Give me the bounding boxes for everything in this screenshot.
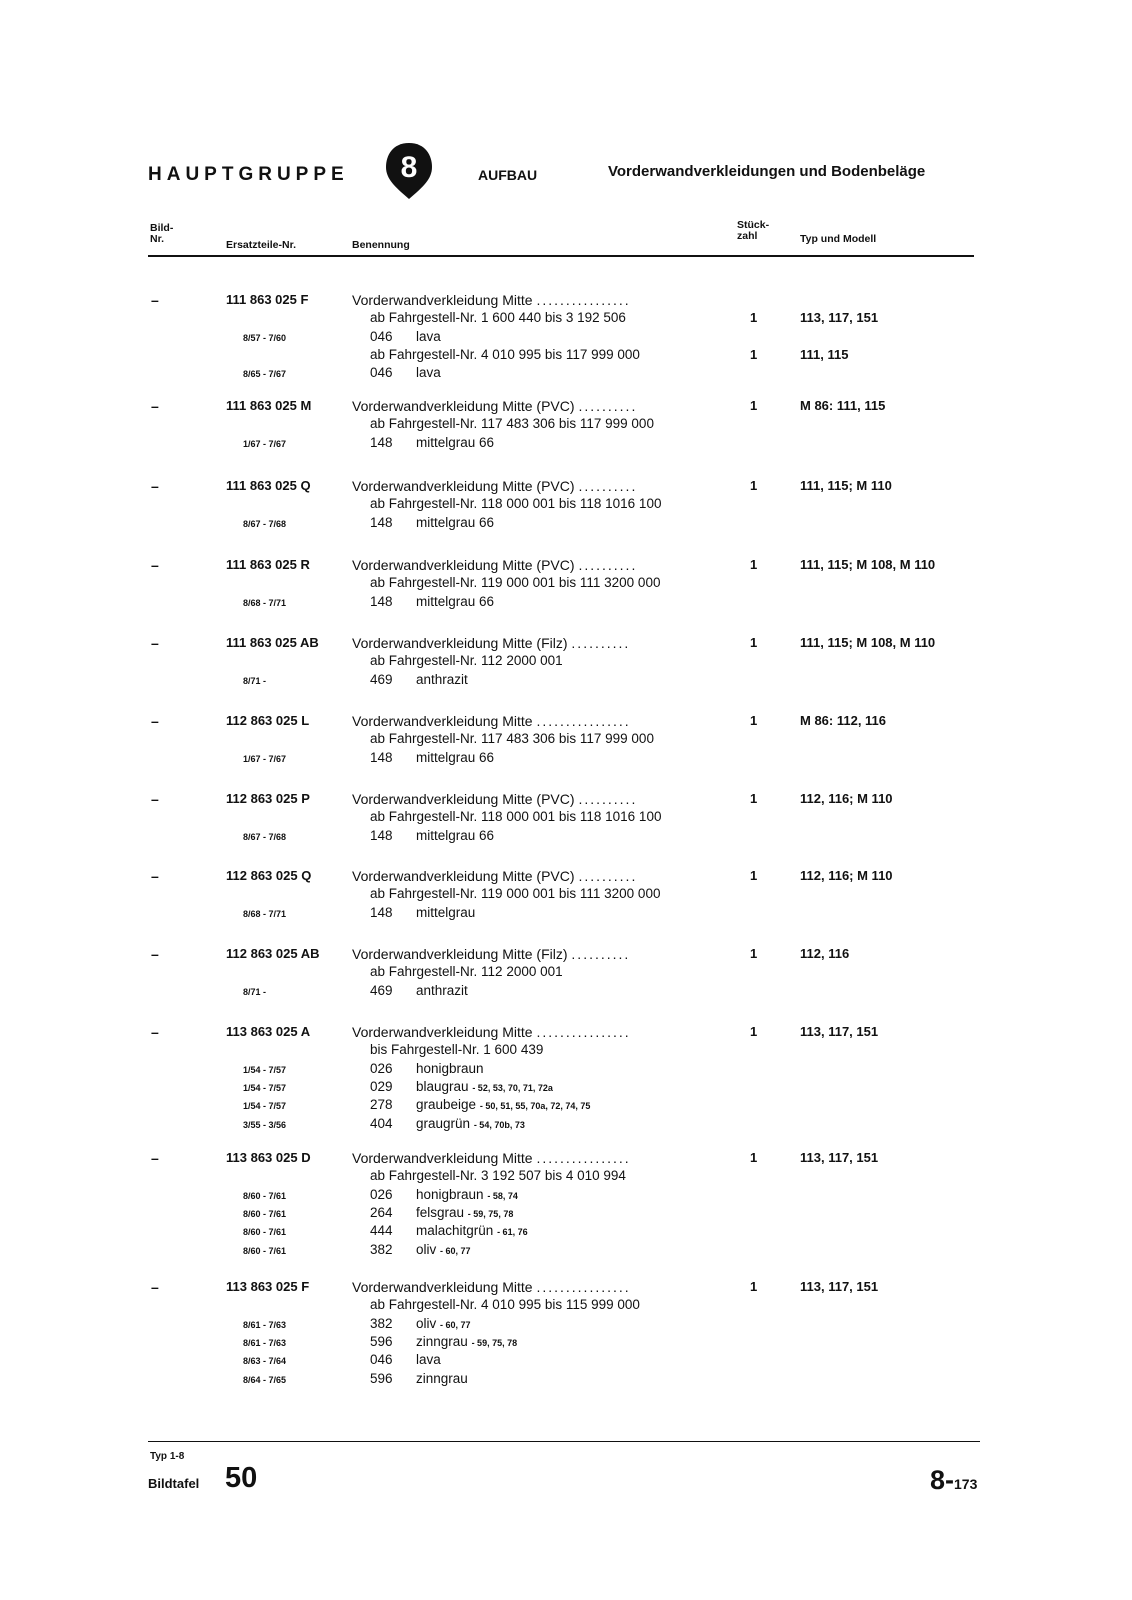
chassis-range: ab Fahrgestell-Nr. 1 600 440 bis 3 192 506: [370, 310, 626, 325]
part-title-text: Vorderwandverkleidung Mitte (PVC): [352, 868, 575, 884]
type-model: M 86: 111, 115: [800, 398, 886, 413]
leader-dots: ................: [536, 1150, 631, 1166]
part-title: [352, 1279, 728, 1295]
date-range: 8/65 - 7/67: [243, 369, 287, 379]
color-code: 596: [370, 1334, 393, 1349]
col-bild-nr: Bild- Nr.: [150, 222, 174, 245]
quantity: 1: [750, 713, 758, 728]
color-code: 148: [370, 905, 393, 920]
part-title: [352, 946, 728, 962]
chassis-range: ab Fahrgestell-Nr. 117 483 306 bis 117 999 000: [370, 416, 654, 431]
color-line: [370, 1061, 484, 1076]
date-range: 1/54 - 7/57: [243, 1101, 287, 1111]
chassis-range: ab Fahrgestell-Nr. 118 000 001 bis 118 1016 100: [370, 809, 662, 824]
part-number: 113 863 025 A: [226, 1024, 311, 1039]
bildtafel-number: 50: [225, 1462, 258, 1494]
bild-nr-dash: –: [151, 1150, 159, 1166]
color-name: mittelgrau 66: [416, 594, 495, 609]
color-line: [370, 515, 494, 530]
chassis-range: ab Fahrgestell-Nr. 3 192 507 bis 4 010 994: [370, 1168, 626, 1183]
model-note: - 58, 74: [487, 1191, 518, 1201]
type-model: 112, 116; M 110: [800, 791, 893, 806]
date-range: 1/54 - 7/57: [243, 1065, 287, 1075]
color-code: 026: [370, 1061, 393, 1076]
color-line: [370, 1116, 525, 1131]
part-title-text: Vorderwandverkleidung Mitte (PVC): [352, 478, 575, 494]
color-code: 444: [370, 1223, 393, 1238]
color-name: honigbraun: [416, 1061, 484, 1076]
color-name: mittelgrau 66: [416, 828, 495, 843]
color-line: [370, 1079, 553, 1094]
color-line: [370, 1205, 513, 1220]
date-range: 8/71 -: [243, 987, 267, 997]
chassis-range: ab Fahrgestell-Nr. 112 2000 001: [370, 653, 563, 668]
color-line: [370, 1242, 471, 1257]
date-range: 8/67 - 7/68: [243, 832, 287, 842]
leader-dots: ................: [536, 292, 631, 308]
model-note: - 59, 75, 78: [467, 1209, 514, 1219]
date-range: 8/64 - 7/65: [243, 1375, 287, 1385]
col-ersatzteile: Ersatzteile-Nr.: [226, 239, 297, 251]
part-title: [352, 635, 728, 651]
model-note: - 60, 77: [440, 1320, 471, 1330]
part-title: [352, 713, 728, 729]
color-line: [370, 594, 494, 609]
chassis-range: ab Fahrgestell-Nr. 119 000 001 bis 111 3200 000: [370, 575, 661, 590]
color-name: anthrazit: [416, 983, 468, 998]
type-model: 111, 115; M 108, M 110: [800, 635, 936, 650]
type-model: 113, 117, 151: [800, 1279, 879, 1294]
model-note: - 60, 77: [440, 1246, 471, 1256]
bild-nr-dash: –: [151, 713, 159, 729]
type-model: 111, 115; M 110: [800, 478, 892, 493]
model-note: - 54, 70b, 73: [473, 1120, 525, 1130]
color-line: [370, 828, 494, 843]
quantity: 1: [750, 557, 758, 572]
color-name: honigbraun: [416, 1187, 484, 1202]
leader-dots: ..........: [578, 868, 638, 884]
date-range: 8/60 - 7/61: [243, 1191, 287, 1201]
color-code: 404: [370, 1116, 393, 1131]
date-range: 1/54 - 7/57: [243, 1083, 287, 1093]
leader-dots: ..........: [578, 478, 638, 494]
model-note: - 59, 75, 78: [471, 1338, 518, 1348]
type-model: 112, 116: [800, 946, 850, 961]
date-range: 8/61 - 7/63: [243, 1320, 287, 1330]
color-line: [370, 329, 441, 344]
color-line: [370, 1187, 518, 1202]
color-line: [370, 1371, 468, 1386]
color-code: 382: [370, 1242, 393, 1257]
color-code: 596: [370, 1371, 393, 1386]
bild-nr-dash: –: [151, 635, 159, 651]
part-title: [352, 398, 728, 414]
color-code: 382: [370, 1316, 393, 1331]
part-number: 112 863 025 L: [226, 713, 310, 728]
part-number: 112 863 025 P: [226, 791, 310, 806]
color-code: 046: [370, 329, 393, 344]
color-name: oliv: [416, 1242, 437, 1257]
date-range: 8/60 - 7/61: [243, 1246, 287, 1256]
quantity: 1: [750, 635, 758, 650]
color-line: [370, 672, 468, 687]
type-model: 113, 117, 151: [800, 1024, 879, 1039]
color-code: 148: [370, 515, 393, 530]
quantity: 1: [750, 1150, 758, 1165]
typ-label: Typ 1-8: [150, 1451, 185, 1462]
part-title: [352, 868, 728, 884]
part-number: 111 863 025 M: [226, 398, 312, 413]
chassis-range: ab Fahrgestell-Nr. 4 010 995 bis 115 999 000: [370, 1297, 640, 1312]
leader-dots: ................: [536, 713, 631, 729]
color-code: 148: [370, 435, 393, 450]
color-name: anthrazit: [416, 672, 468, 687]
type-model: 113, 117, 151: [800, 1150, 879, 1165]
bildtafel-label: Bildtafel: [148, 1476, 200, 1491]
part-number: 113 863 025 D: [226, 1150, 311, 1165]
col-stueckzahl: Stück- zahl: [737, 219, 770, 242]
date-range: 8/68 - 7/71: [243, 598, 287, 608]
quantity: 1: [750, 310, 758, 325]
bild-nr-dash: –: [151, 292, 159, 308]
color-code: 469: [370, 672, 393, 687]
color-name: mittelgrau 66: [416, 515, 495, 530]
part-title-text: Vorderwandverkleidung Mitte: [352, 1024, 533, 1040]
color-code: 278: [370, 1097, 393, 1112]
leader-dots: ..........: [578, 557, 638, 573]
part-number: 111 863 025 F: [226, 292, 309, 307]
color-name: graubeige: [416, 1097, 477, 1112]
date-range: 1/67 - 7/67: [243, 439, 287, 449]
model-note: - 50, 51, 55, 70a, 72, 74, 75: [479, 1101, 591, 1111]
color-code: 264: [370, 1205, 393, 1220]
part-number: 113 863 025 F: [226, 1279, 310, 1294]
color-name: lava: [416, 329, 441, 344]
part-number: 111 863 025 Q: [226, 478, 311, 493]
col-typ-modell: Typ und Modell: [800, 233, 877, 245]
color-code: 148: [370, 594, 393, 609]
bild-nr-dash: –: [151, 1024, 159, 1040]
quantity: 1: [750, 868, 758, 883]
date-range: 8/68 - 7/71: [243, 909, 287, 919]
bild-nr-dash: –: [151, 868, 159, 884]
color-name: zinngrau: [416, 1371, 468, 1386]
page-number: 8-173: [930, 1465, 978, 1495]
color-name: lava: [416, 1352, 441, 1367]
part-title: [352, 791, 728, 807]
color-code: 029: [370, 1079, 393, 1094]
header-rule: [148, 255, 974, 257]
leader-dots: ................: [536, 1279, 631, 1295]
date-range: 8/71 -: [243, 676, 267, 686]
part-number: 112 863 025 Q: [226, 868, 312, 883]
part-title: [352, 478, 728, 494]
date-range: 8/60 - 7/61: [243, 1209, 287, 1219]
col-benennung: Benennung: [352, 239, 410, 251]
date-range: 1/67 - 7/67: [243, 754, 287, 764]
color-line: [370, 1316, 471, 1331]
bild-nr-dash: –: [151, 557, 159, 573]
section-label: AUFBAU: [478, 167, 538, 183]
color-line: [370, 365, 441, 380]
footer-rule: [148, 1441, 980, 1442]
quantity: 1: [750, 478, 758, 493]
quantity: 1: [750, 1279, 758, 1294]
bild-nr-dash: –: [151, 478, 159, 494]
model-note: - 61, 76: [497, 1227, 528, 1237]
part-title: [352, 1024, 728, 1040]
part-title-text: Vorderwandverkleidung Mitte: [352, 292, 533, 308]
part-title-text: Vorderwandverkleidung Mitte (PVC): [352, 398, 575, 414]
leader-dots: ................: [536, 1024, 631, 1040]
color-name: mittelgrau 66: [416, 750, 495, 765]
part-title-text: Vorderwandverkleidung Mitte: [352, 1150, 533, 1166]
bild-nr-dash: –: [151, 398, 159, 414]
date-range: 8/61 - 7/63: [243, 1338, 287, 1348]
part-number: 112 863 025 AB: [226, 946, 320, 961]
date-range: 8/57 - 7/60: [243, 333, 287, 343]
color-code: 026: [370, 1187, 393, 1202]
part-title-text: Vorderwandverkleidung Mitte: [352, 1279, 533, 1295]
color-line: [370, 1223, 528, 1238]
leader-dots: ..........: [578, 791, 638, 807]
part-title: [352, 292, 728, 308]
quantity: 1: [750, 946, 758, 961]
bild-nr-dash: –: [151, 1279, 159, 1295]
chassis-range: ab Fahrgestell-Nr. 4 010 995 bis 117 999 000: [370, 347, 640, 362]
date-range: 8/60 - 7/61: [243, 1227, 287, 1237]
type-model: M 86: 112, 116: [800, 713, 887, 728]
type-model: 112, 116; M 110: [800, 868, 893, 883]
color-name: oliv: [416, 1316, 437, 1331]
date-range: 8/67 - 7/68: [243, 519, 287, 529]
bild-nr-dash: –: [151, 791, 159, 807]
color-code: 148: [370, 750, 393, 765]
chassis-range: bis Fahrgestell-Nr. 1 600 439: [370, 1042, 544, 1057]
color-code: 148: [370, 828, 393, 843]
color-line: [370, 750, 494, 765]
color-name: mittelgrau: [416, 905, 476, 920]
badge-number: 8: [400, 151, 418, 184]
date-range: 3/55 - 3/56: [243, 1120, 287, 1130]
color-line: [370, 983, 468, 998]
part-title: [352, 557, 728, 573]
quantity: 1: [750, 791, 758, 806]
chassis-range: ab Fahrgestell-Nr. 112 2000 001: [370, 964, 563, 979]
chassis-range: ab Fahrgestell-Nr. 118 000 001 bis 118 1016 100: [370, 496, 662, 511]
part-title-text: Vorderwandverkleidung Mitte (Filz): [352, 946, 568, 962]
part-number: 111 863 025 AB: [226, 635, 319, 650]
part-title-text: Vorderwandverkleidung Mitte (PVC): [352, 557, 575, 573]
color-name: felsgrau: [416, 1205, 465, 1220]
color-line: [370, 905, 475, 920]
part-title-text: Vorderwandverkleidung Mitte (Filz): [352, 635, 568, 651]
color-name: lava: [416, 365, 441, 380]
group-8-badge-icon: [385, 141, 433, 201]
quantity: 1: [750, 1024, 758, 1039]
chassis-range: ab Fahrgestell-Nr. 117 483 306 bis 117 999 000: [370, 731, 654, 746]
quantity: 1: [750, 398, 758, 413]
color-code: 469: [370, 983, 393, 998]
chassis-range: ab Fahrgestell-Nr. 119 000 001 bis 111 3200 000: [370, 886, 661, 901]
page-title: Vorderwandverkleidungen und Bodenbeläge: [608, 163, 926, 180]
part-number: 111 863 025 R: [226, 557, 310, 572]
color-line: [370, 1334, 517, 1349]
color-line: [370, 1097, 590, 1112]
color-name: graugrün: [416, 1116, 471, 1131]
leader-dots: ..........: [571, 946, 631, 962]
leader-dots: ..........: [571, 635, 631, 651]
type-model: 113, 117, 151: [800, 310, 879, 325]
part-title-text: Vorderwandverkleidung Mitte: [352, 713, 533, 729]
hauptgruppe-label: HAUPTGRUPPE: [148, 164, 349, 185]
color-name: zinngrau: [416, 1334, 468, 1349]
color-name: malachitgrün: [416, 1223, 494, 1238]
part-title: [352, 1150, 728, 1166]
color-code: 046: [370, 365, 393, 380]
color-line: [370, 1352, 441, 1367]
type-model: 111, 115: [800, 347, 849, 362]
part-title-text: Vorderwandverkleidung Mitte (PVC): [352, 791, 575, 807]
color-name: mittelgrau 66: [416, 435, 495, 450]
color-name: blaugrau: [416, 1079, 469, 1094]
color-line: [370, 435, 494, 450]
quantity: 1: [750, 347, 758, 362]
model-note: - 52, 53, 70, 71, 72a: [472, 1083, 553, 1093]
bild-nr-dash: –: [151, 946, 159, 962]
leader-dots: ..........: [578, 398, 638, 414]
date-range: 8/63 - 7/64: [243, 1356, 287, 1366]
color-code: 046: [370, 1352, 393, 1367]
type-model: 111, 115; M 108, M 110: [800, 557, 936, 572]
